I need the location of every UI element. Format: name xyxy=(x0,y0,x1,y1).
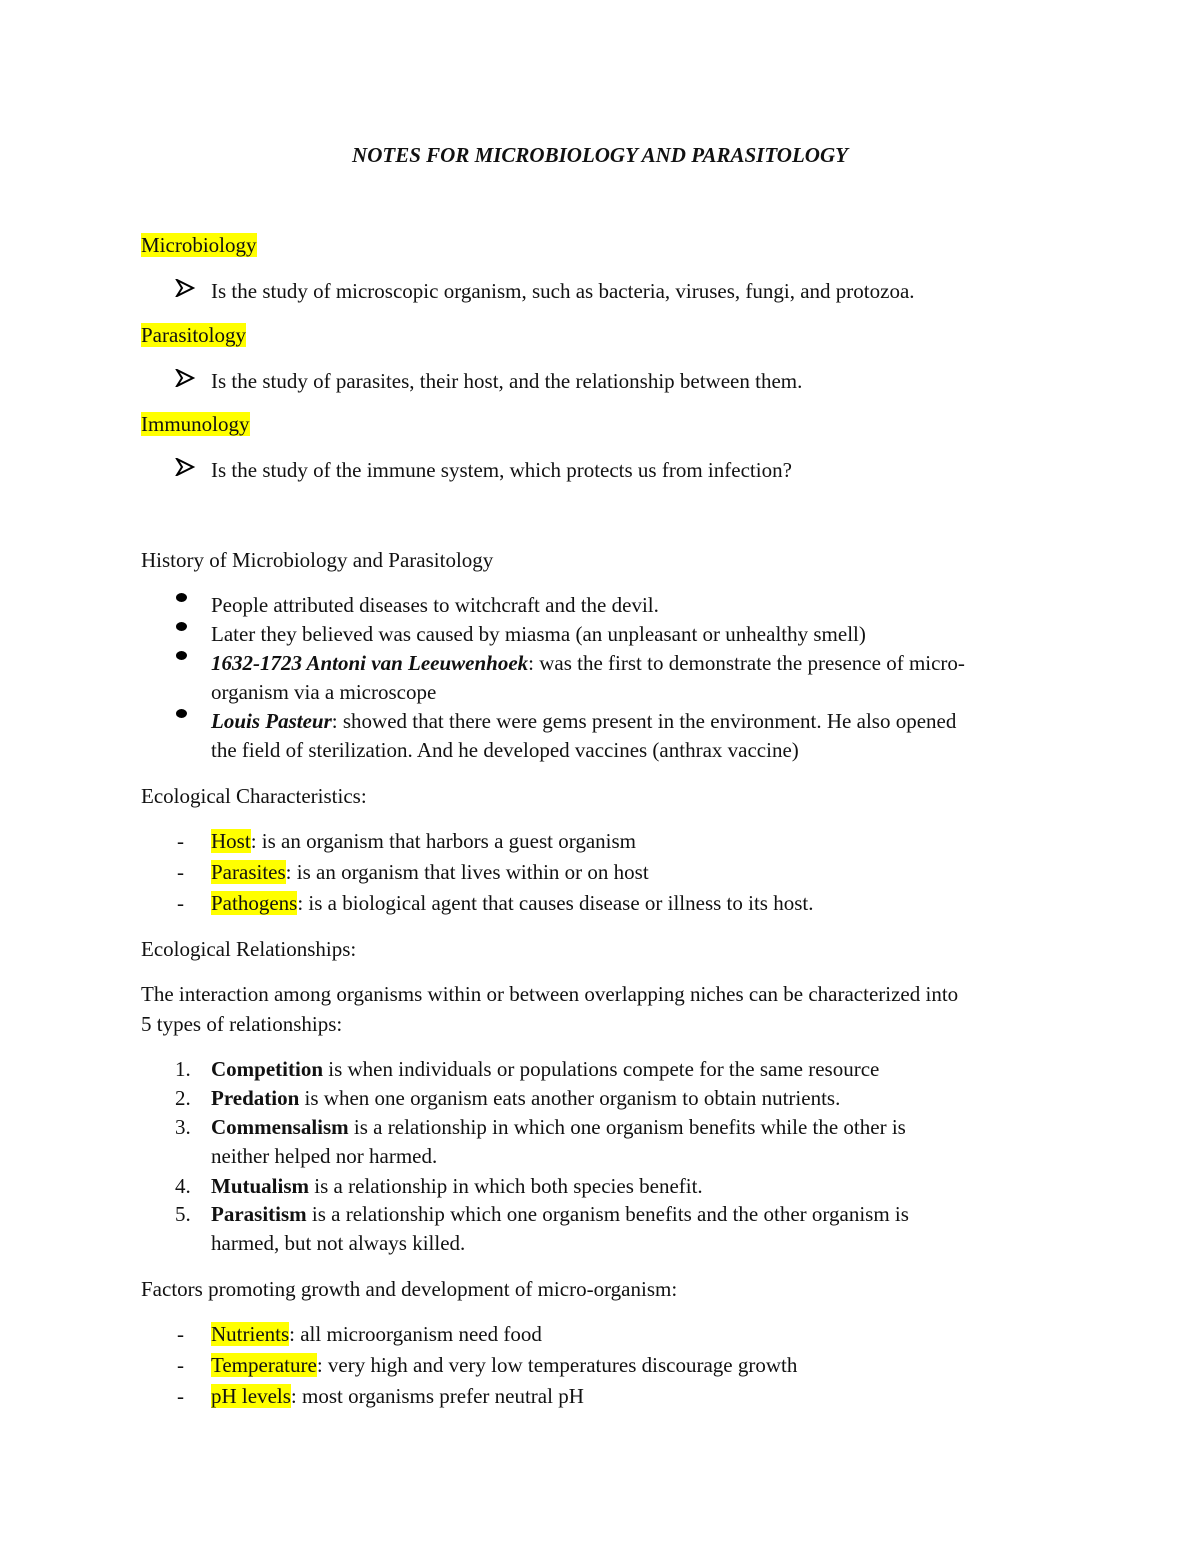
history-item: People attributed diseases to witchcraft and the devil. xyxy=(211,593,659,617)
relationship-item xyxy=(211,1200,909,1228)
round-bullet-icon xyxy=(176,591,204,609)
relationships-intro: The interaction among organisms within or between overlapping niches can be characterized into xyxy=(141,982,959,1006)
definition-term-parasitology xyxy=(141,321,246,349)
relationship-item xyxy=(211,1172,703,1200)
page-title: NOTES FOR MICROBIOLOGY AND PARASITOLOGY xyxy=(352,143,848,167)
relationship-term: Competition xyxy=(211,1057,323,1081)
growth-factors-heading: Factors promoting growth and development of micro-organism: xyxy=(141,1277,678,1301)
dash-marker: - xyxy=(177,1322,184,1346)
arrowhead-bullet-icon xyxy=(174,277,202,300)
growth-factor-text: : most organisms prefer neutral pH xyxy=(290,1384,584,1408)
characteristic-text: : is an organism that harbors a guest organism xyxy=(250,829,637,853)
history-item xyxy=(211,649,965,677)
history-item-text: : showed that there were gems present in the environment. He also opened xyxy=(331,709,957,733)
definition-text-immunology: Is the study of the immune system, which protects us from infection? xyxy=(211,458,792,482)
characteristic-item xyxy=(211,827,636,855)
highlighted-term: Immunology xyxy=(141,412,250,436)
growth-factor-item xyxy=(211,1351,797,1379)
dash-marker: - xyxy=(177,1353,184,1377)
person-name: Louis Pasteur xyxy=(211,709,332,733)
highlighted-term: Parasites xyxy=(211,860,286,884)
round-bullet-icon xyxy=(176,649,204,667)
history-item-text: : was the first to demonstrate the presence of micro- xyxy=(528,651,965,675)
definition-term-microbiology xyxy=(141,231,257,259)
relationship-text: is when one organism eats another organism to obtain nutrients. xyxy=(299,1086,841,1110)
round-bullet-icon xyxy=(176,707,204,725)
relationship-item xyxy=(211,1084,840,1112)
round-bullet-icon xyxy=(176,620,204,638)
list-number: 1. xyxy=(175,1057,191,1081)
growth-factor-item xyxy=(211,1320,542,1348)
characteristic-text: : is an organism that lives within or on host xyxy=(285,860,649,884)
highlighted-term: Host xyxy=(211,829,251,853)
highlighted-term: Microbiology xyxy=(141,233,257,257)
highlighted-term: Nutrients xyxy=(211,1322,290,1346)
characteristic-item xyxy=(211,889,813,917)
history-item-continuation: organism via a microscope xyxy=(211,680,437,704)
definition-text-microbiology: Is the study of microscopic organism, such as bacteria, viruses, fungi, and protozoa. xyxy=(211,279,915,303)
definition-text-parasitology: Is the study of parasites, their host, and the relationship between them. xyxy=(211,369,803,393)
relationship-text: is a relationship which one organism benefits and the other organism is xyxy=(306,1202,909,1226)
history-item: Later they believed was caused by miasma (an unpleasant or unhealthy smell) xyxy=(211,622,866,646)
growth-factor-text: : all microorganism need food xyxy=(289,1322,542,1346)
history-item-continuation: the field of sterilization. And he developed vaccines (anthrax vaccine) xyxy=(211,738,799,762)
highlighted-term: Pathogens xyxy=(211,891,298,915)
relationship-item xyxy=(211,1055,879,1083)
relationship-item-continuation: neither helped nor harmed. xyxy=(211,1144,438,1168)
highlighted-term: Temperature xyxy=(211,1353,317,1377)
dash-marker: - xyxy=(177,860,184,884)
relationship-item xyxy=(211,1113,906,1141)
growth-factor-text: : very high and very low temperatures discourage growth xyxy=(316,1353,798,1377)
dash-marker: - xyxy=(177,1384,184,1408)
relationship-term: Parasitism xyxy=(211,1202,307,1226)
characteristic-item xyxy=(211,858,649,886)
list-number: 5. xyxy=(175,1202,191,1226)
relationship-term: Mutualism xyxy=(211,1174,310,1198)
history-heading: History of Microbiology and Parasitology xyxy=(141,548,494,572)
definition-term-immunology xyxy=(141,410,250,438)
highlighted-term: pH levels xyxy=(211,1384,291,1408)
ecological-relationships-heading: Ecological Relationships: xyxy=(141,937,357,961)
arrowhead-bullet-icon xyxy=(174,456,202,479)
growth-factor-item xyxy=(211,1382,584,1410)
dash-marker: - xyxy=(177,829,184,853)
arrowhead-bullet-icon xyxy=(174,367,202,390)
ecological-characteristics-heading: Ecological Characteristics: xyxy=(141,784,367,808)
relationship-text: is a relationship in which one organism benefits while the other is xyxy=(348,1115,906,1139)
list-number: 4. xyxy=(175,1174,191,1198)
relationship-item-continuation: harmed, but not always killed. xyxy=(211,1231,466,1255)
dash-marker: - xyxy=(177,891,184,915)
relationship-term: Predation xyxy=(211,1086,300,1110)
person-name: 1632-1723 Antoni van Leeuwenhoek xyxy=(211,651,529,675)
history-item xyxy=(211,707,956,735)
characteristic-text: : is a biological agent that causes disease or illness to its host. xyxy=(297,891,814,915)
relationship-term: Commensalism xyxy=(211,1115,349,1139)
relationships-intro-continuation: 5 types of relationships: xyxy=(141,1012,343,1036)
relationship-text: is a relationship in which both species benefit. xyxy=(309,1174,703,1198)
list-number: 3. xyxy=(175,1115,191,1139)
highlighted-term: Parasitology xyxy=(141,323,246,347)
relationship-text: is when individuals or populations compete for the same resource xyxy=(323,1057,880,1081)
list-number: 2. xyxy=(175,1086,191,1110)
